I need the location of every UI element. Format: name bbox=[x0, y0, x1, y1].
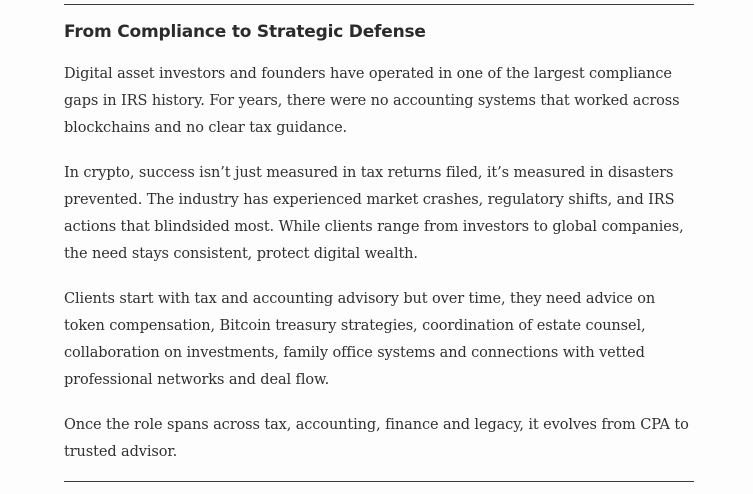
section-heading: From Compliance to Strategic Defense bbox=[64, 22, 426, 42]
top-divider bbox=[64, 4, 694, 5]
paragraph-3: Clients start with tax and accounting advisory but over time, they need advice on token compensation, Bitcoin treasury strategies, coordination of estate counsel, collaboration on investments, family office systems and connections with vetted professional networks and deal flow. bbox=[64, 291, 656, 388]
paragraph-2: In crypto, success isn’t just measured in tax returns filed, it’s measured in disasters prevented. The industry has experienced market crashes, regulatory shifts, and IRS actions that blindsided most. While clients range from investors to global companies, the need stays consistent, protect digital wealth. bbox=[64, 165, 684, 262]
paragraph-1: Digital asset investors and founders have operated in one of the largest compliance gaps in IRS history. For years, there were no accounting systems that worked across blockchains and no clear tax guidance. bbox=[64, 66, 680, 136]
paragraph-4: Once the role spans across tax, accounting, finance and legacy, it evolves from CPA to trusted advisor. bbox=[64, 417, 689, 460]
bottom-divider bbox=[64, 481, 694, 482]
article-section bbox=[64, 20, 696, 466]
